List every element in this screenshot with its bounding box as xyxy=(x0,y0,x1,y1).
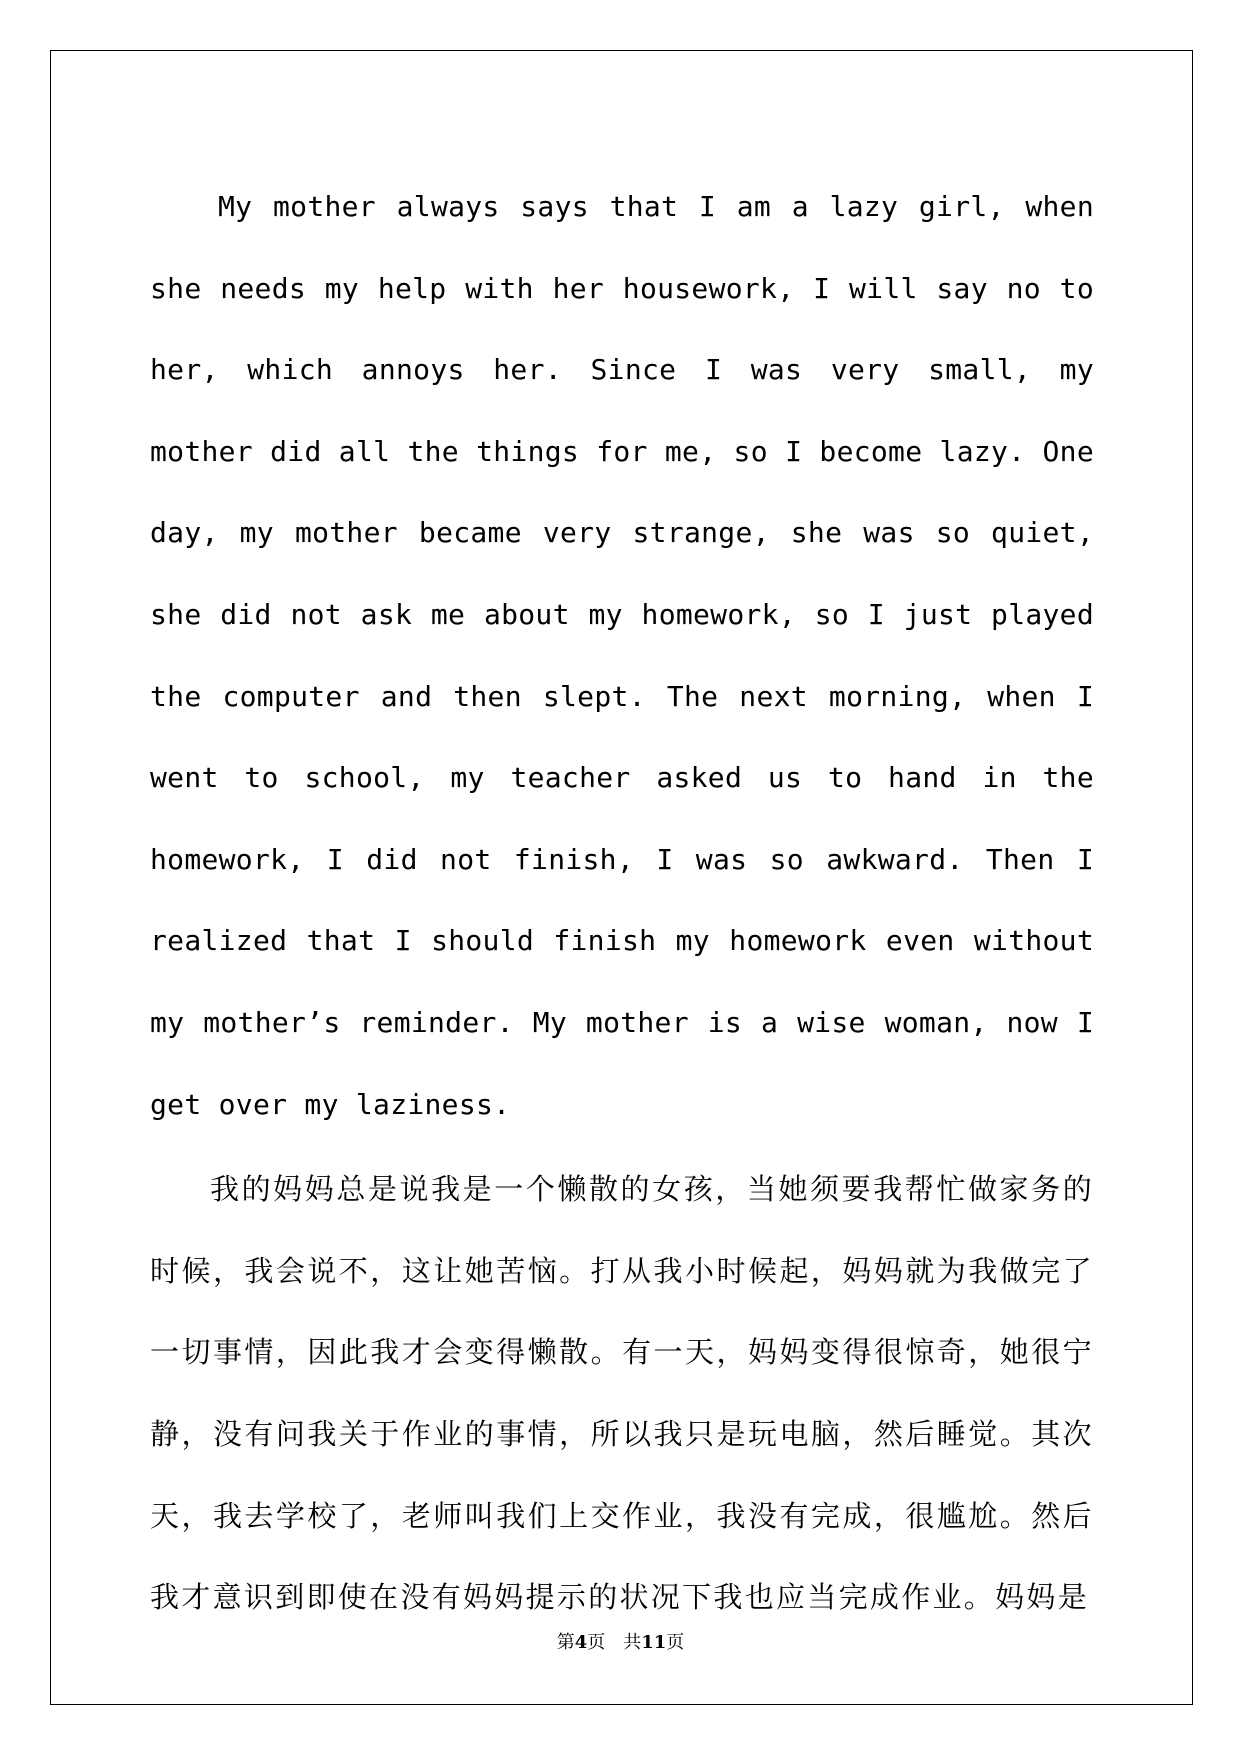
chinese-paragraph: 我的妈妈总是说我是一个懒散的女孩，当她须要我帮忙做家务的时候，我会说不，这让她苦恼。打从我小时候起，妈妈就为我做完了一切事情，因此我才会变得懒散。有一天，妈妈变得很惊奇，她很宁静，没有问我关于作业的事情，所以我只是玩电脑，然后睡觉。其次天，我去学校了，老师叫我们上交作业，我没有完成，很尴尬。然后我才意识到即使在没有妈妈提示的状况下我也应当完成作业。妈妈是 xyxy=(150,1172,1094,1615)
document-body xyxy=(150,166,1094,1639)
page-footer xyxy=(0,1628,1241,1654)
total-pages: 11 xyxy=(641,1632,667,1653)
total-prefix: 共 xyxy=(623,1632,642,1653)
page-number: 4 xyxy=(574,1632,588,1653)
english-paragraph: My mother always says that I am a lazy girl, when she needs my help with her housework, I will say no to her, which annoys her. Since I was very small, my mother did all the things for me, so I become lazy. One day, my mother became very strange, she was so quiet, she did not ask me about my homework, so I just played the computer and then slept. The next morning, when I went to school, my teacher asked us to hand in the homework, I did not finish, I was so awkward. Then I realized that I should finish my homework even without my mother’s reminder. My mother is a wise woman, now I get over my laziness. xyxy=(150,190,1094,1121)
total-suffix: 页 xyxy=(666,1632,685,1653)
page-prefix: 第 xyxy=(556,1632,575,1653)
page-suffix: 页 xyxy=(587,1632,606,1653)
